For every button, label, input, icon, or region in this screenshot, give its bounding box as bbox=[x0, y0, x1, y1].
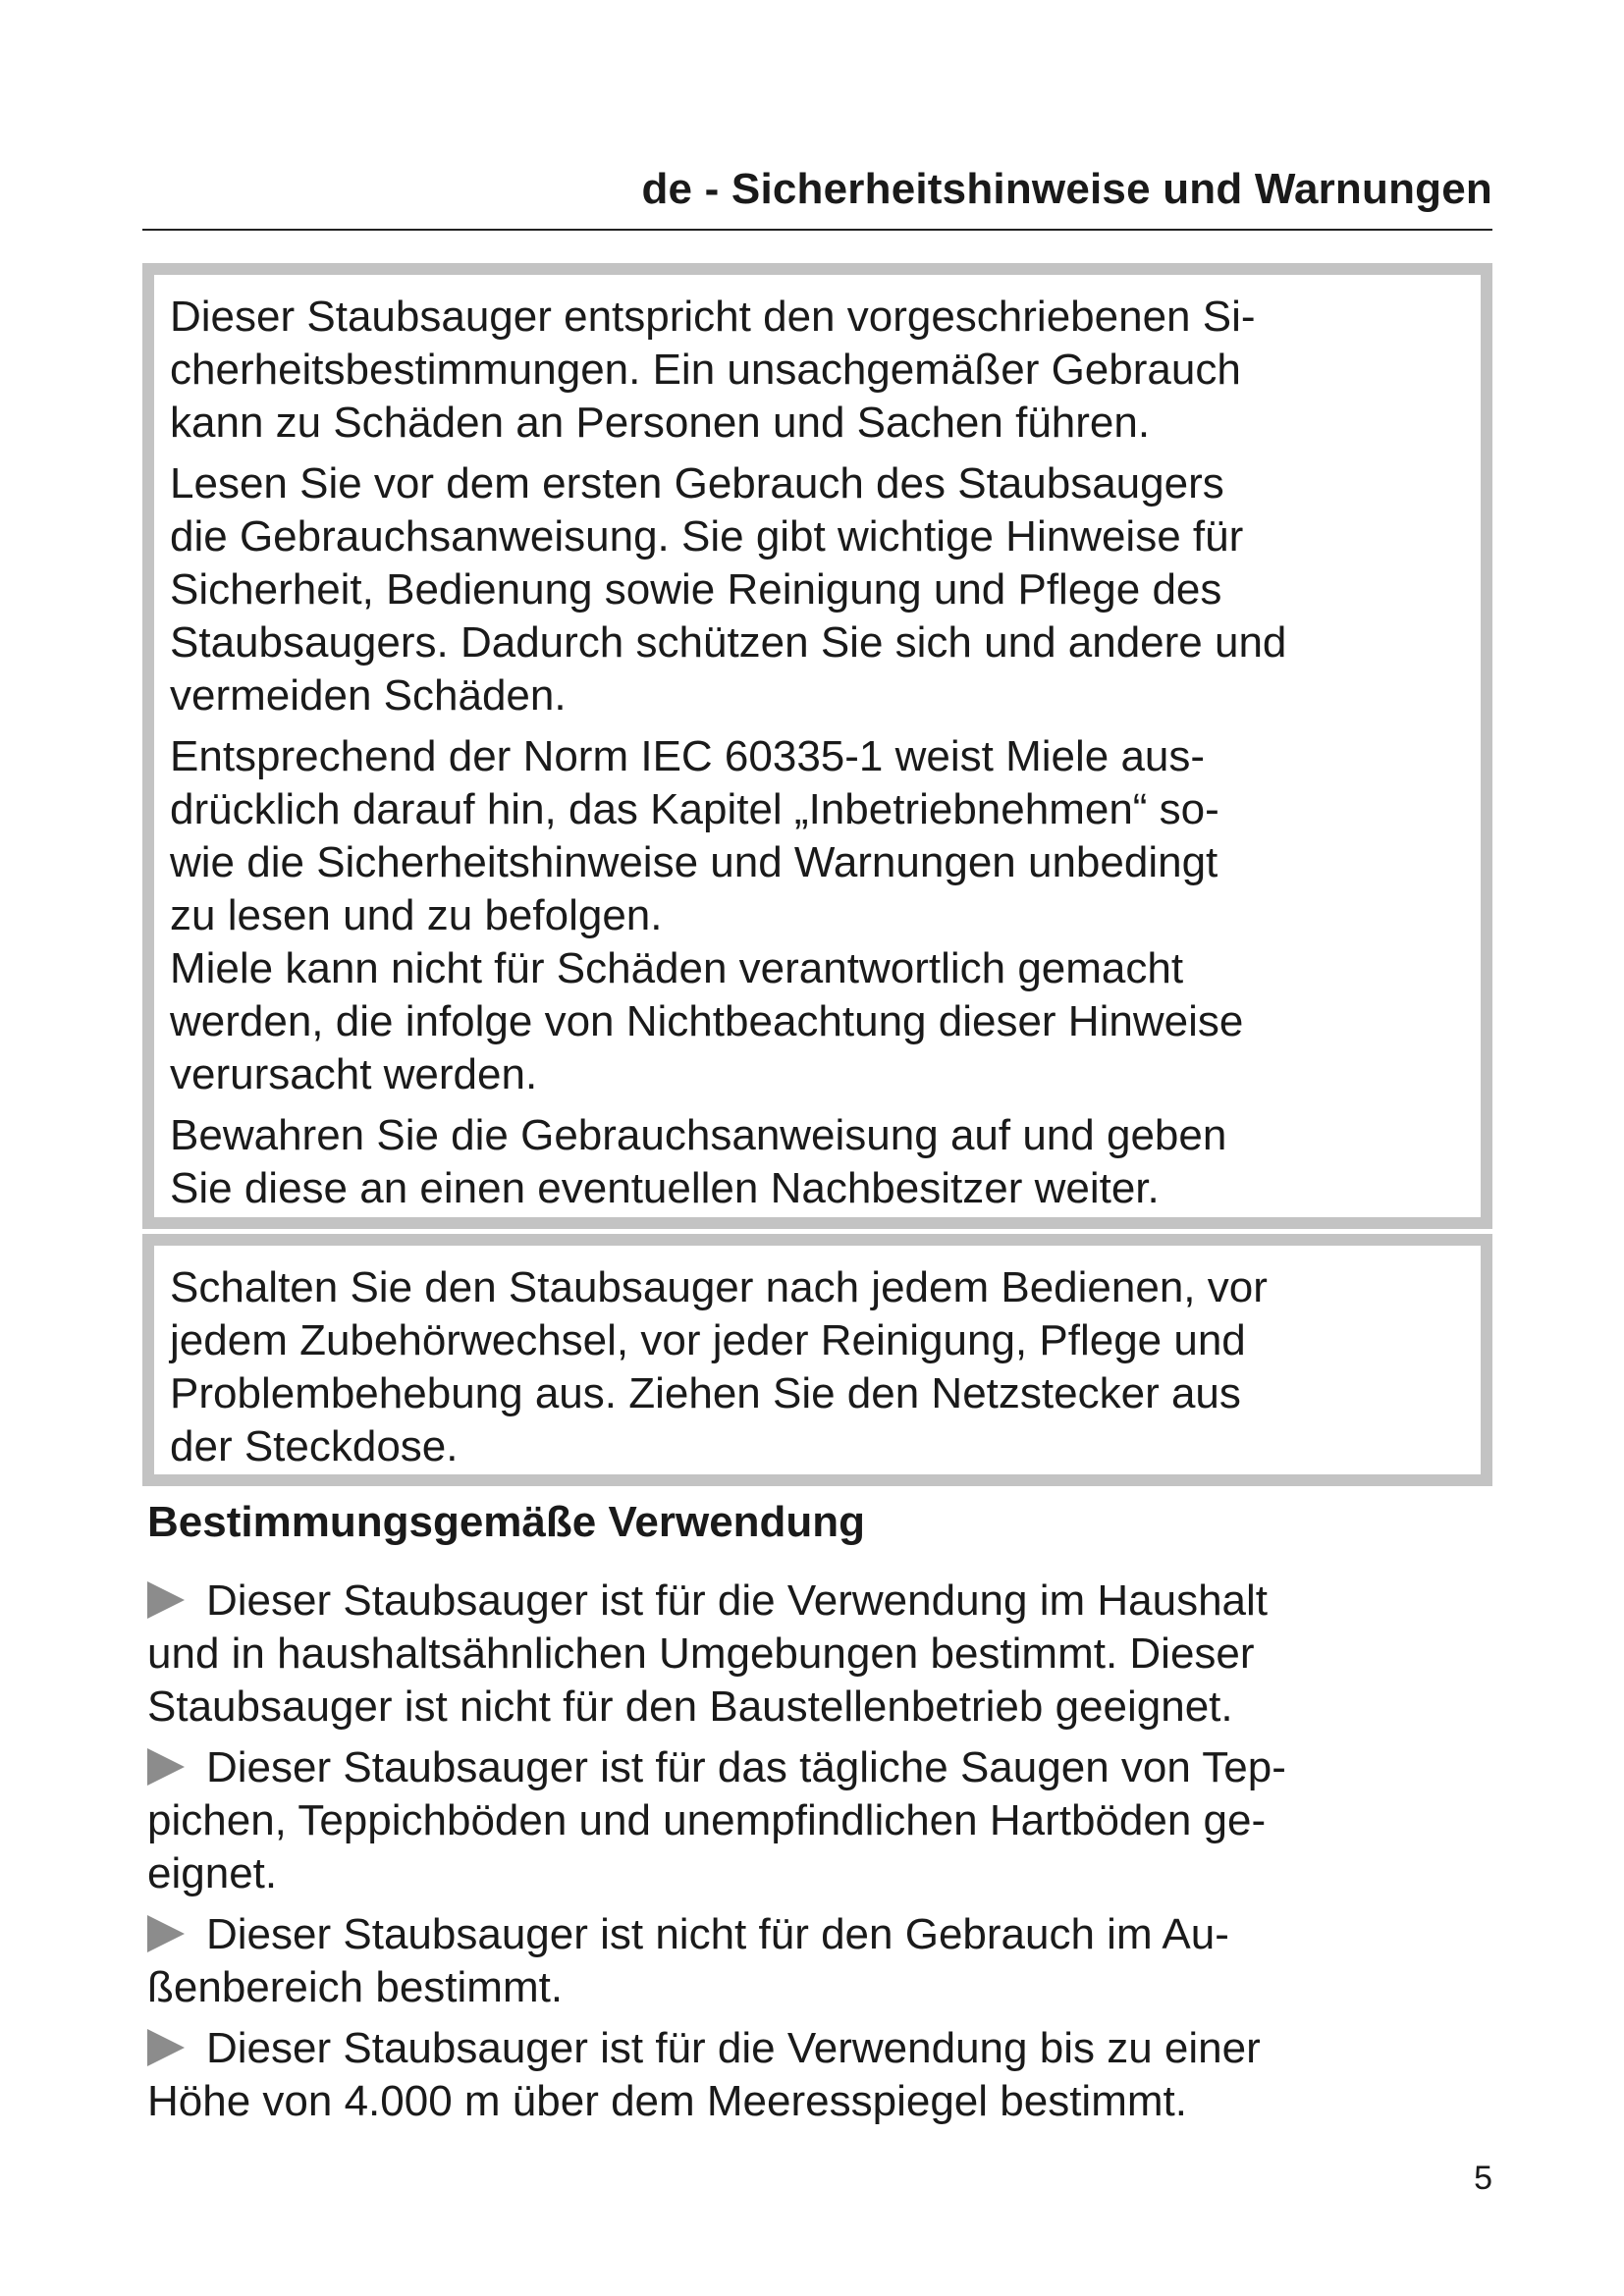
list-item bbox=[147, 1741, 1492, 1900]
list-item-text: Dieser Staubsauger ist für die Verwendung im Haushalt und in haushaltsähnlichen Umgebungen bestimmt. Dieser Staubsauger ist nicht für den Baustellenbetrieb geeignet. bbox=[147, 1576, 1269, 1731]
list-item bbox=[147, 2022, 1492, 2128]
notice-paragraph-compliance: Dieser Staubsauger entspricht den vorgeschriebenen Si- cherheitsbestimmungen. Ein unsachgemäßer Gebrauch kann zu Schäden an Personen und Sachen führen. bbox=[170, 293, 1256, 447]
triangle-bullet-icon bbox=[147, 1581, 185, 1619]
notice-paragraph-read-manual: Lesen Sie vor dem ersten Gebrauch des Staubsaugers die Gebrauchsanweisung. Sie gibt wichtige Hinweise für Sicherheit, Bedienung sowie Reinigung und Pflege des Staubsaugers. Dadurch schützen Sie sich und andere und vermeiden Schäden. bbox=[170, 459, 1287, 720]
notice-paragraph-liability: Miele kann nicht für Schäden verantwortlich gemacht werden, die infolge von Nichtbeachtung dieser Hinweise verursacht werden. bbox=[170, 944, 1244, 1098]
triangle-bullet-icon bbox=[147, 2029, 185, 2066]
switch-off-notice-text: Schalten Sie den Staubsauger nach jedem Bedienen, vor jedem Zubehörwechsel, vor jeder Reinigung, Pflege und Problembehebung aus. Ziehen Sie den Netzstecker aus der Steckdose. bbox=[170, 1263, 1268, 1470]
triangle-bullet-icon bbox=[147, 1748, 185, 1786]
switch-off-notice-box bbox=[142, 1234, 1492, 1486]
intended-use-list bbox=[147, 1575, 1492, 2136]
list-item-text: Dieser Staubsauger ist für die Verwendung bis zu einer Höhe von 4.000 m über dem Meeresspiegel bestimmt. bbox=[147, 2024, 1261, 2125]
page-header-title: de - Sicherheitshinweise und Warnungen bbox=[641, 165, 1492, 213]
list-item bbox=[147, 1908, 1492, 2014]
safety-notice-box bbox=[142, 263, 1492, 1229]
list-item-text: Dieser Staubsauger ist nicht für den Gebrauch im Au- ßenbereich bestimmt. bbox=[147, 1910, 1229, 2011]
section-title-intended-use: Bestimmungsgemäße Verwendung bbox=[147, 1498, 866, 1546]
list-item bbox=[147, 1575, 1492, 1734]
page-number: 5 bbox=[1474, 2160, 1492, 2197]
triangle-bullet-icon bbox=[147, 1915, 185, 1952]
list-item-text: Dieser Staubsauger ist für das tägliche Saugen von Tep- pichen, Teppichböden und unempfindlichen Hartböden ge- eignet. bbox=[147, 1743, 1286, 1897]
notice-paragraph-norm: Entsprechend der Norm IEC 60335-1 weist Miele aus- drücklich darauf hin, das Kapitel „Inbetriebnehmen“ so- wie die Sicherheitshinweise und Warnungen unbedingt zu lesen und zu befolgen. bbox=[170, 732, 1219, 939]
notice-paragraph-keep-manual: Bewahren Sie die Gebrauchsanweisung auf und geben Sie diese an einen eventuellen Nachbesitzer weiter. bbox=[170, 1111, 1227, 1212]
page-header bbox=[142, 157, 1492, 231]
